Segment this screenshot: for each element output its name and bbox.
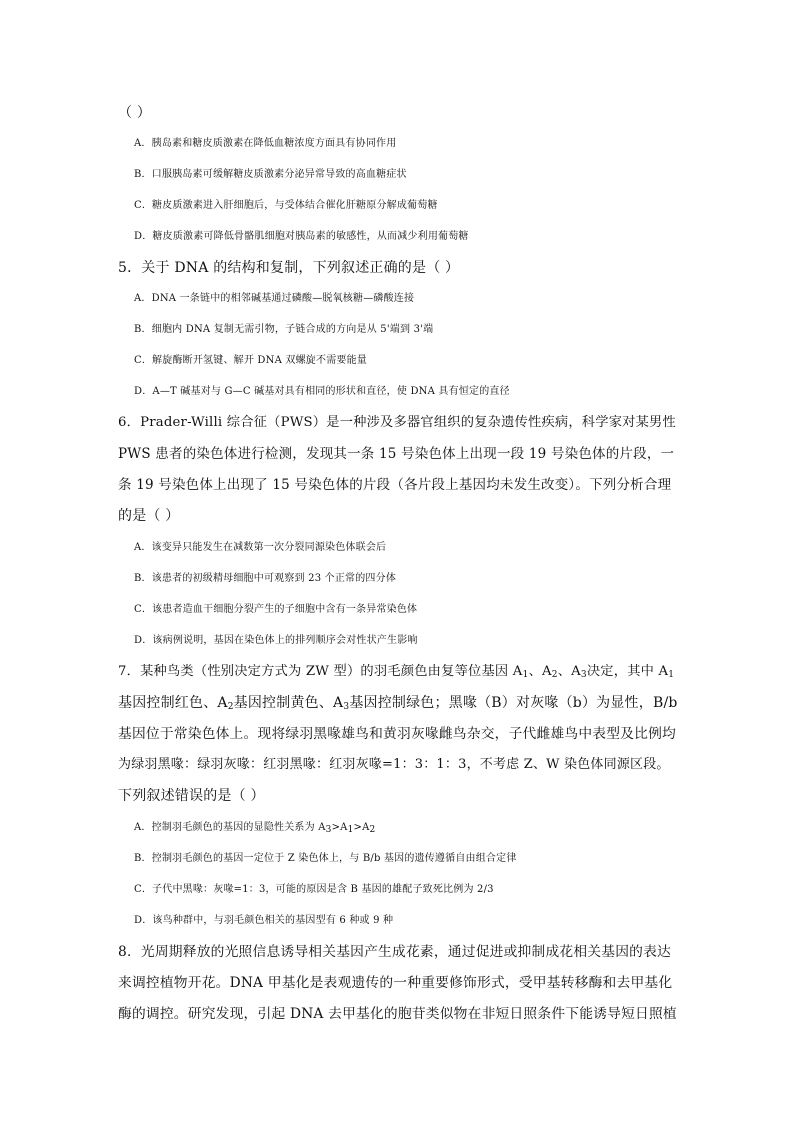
q7-stem-line-3: 基因位于常染色体上。现将绿羽黑喙雄鸟和黄羽灰喙雌鸟杂交，子代雌雄鸟中表型及比例均 bbox=[118, 726, 677, 742]
q7-sub: 1 bbox=[522, 670, 529, 680]
q7-sub: 1 bbox=[347, 825, 354, 835]
q6-stem-line-3: 条 19 号染色体上出现了 15 号染色体的片段（各片段上基因均未发生改变）。下列分析合理 bbox=[118, 477, 672, 493]
q7-sub: 3 bbox=[343, 702, 350, 712]
q7-stem-line-2 bbox=[118, 693, 678, 713]
q7-l1b: 、A bbox=[528, 664, 552, 679]
q7-sub: 2 bbox=[369, 825, 376, 835]
q6-option-b: B．该患者的初级精母细胞中可观察到 23 个正常的四分体 bbox=[134, 573, 397, 584]
q4-option-a: A．胰岛素和糖皮质激素在降低血糖浓度方面具有协同作用 bbox=[134, 138, 397, 149]
q4-stem-tail: （ ） bbox=[118, 105, 152, 121]
q4-option-c: C．糖皮质激素进入肝细胞后，与受体结合催化肝糖原分解成葡萄糖 bbox=[134, 200, 438, 211]
q6-stem-line-2: PWS 患者的染色体进行检测，发现其一条 15 号染色体上出现一段 19 号染色体的片段，一 bbox=[118, 446, 675, 462]
q7-option-c: C．子代中黑喙：灰喙=1：3，可能的原因是含 B 基因的雄配子致死比例为 2/3 bbox=[134, 884, 494, 895]
q6-stem-line-4: 的是（ ） bbox=[118, 508, 180, 524]
q7-l1a: 7．某种鸟类（性别决定方式为 ZW 型）的羽毛颜色由复等位基因 A bbox=[118, 664, 523, 679]
q7-oa-gt1: >A bbox=[331, 822, 348, 833]
q4-option-d: D．糖皮质激素可降低骨骼肌细胞对胰岛素的敏感性，从而减少利用葡萄糖 bbox=[134, 231, 469, 242]
q7-oa-gt2: >A bbox=[353, 822, 370, 833]
q5-option-c: C．解旋酶断开氢键、解开 DNA 双螺旋不需要能量 bbox=[134, 355, 367, 366]
q6-option-c: C．该患者造血干细胞分裂产生的子细胞中含有一条异常染色体 bbox=[134, 604, 418, 615]
q8-stem-line-3: 酶的调控。研究发现，引起 DNA 去甲基化的胞苷类似物在非短日照条件下能诱导短日照植 bbox=[118, 1006, 677, 1022]
q5-option-b: B．细胞内 DNA 复制无需引物，子链合成的方向是从 5'端到 3'端 bbox=[134, 324, 434, 335]
q6-option-a: A．该变异只能发生在减数第一次分裂同源染色体联会后 bbox=[134, 542, 387, 553]
q7-l2b: 基因控制黄色、A bbox=[233, 695, 344, 711]
q6-option-d: D．该病例说明，基因在染色体上的排列顺序会对性状产生影响 bbox=[134, 635, 418, 646]
q7-option-a bbox=[134, 818, 694, 838]
q7-oa-text: A．控制羽毛颜色的基因的显隐性关系为 A bbox=[134, 822, 326, 833]
q7-l2c: 基因控制绿色；黑喙（B）对灰喙（b）为显性，B/b bbox=[349, 695, 678, 711]
q5-option-a: A．DNA 一条链中的相邻碱基通过磷酸—脱氧核糖—磷酸连接 bbox=[134, 293, 415, 304]
q7-option-d: D．该鸟种群中，与羽毛颜色相关的基因型有 6 种或 9 种 bbox=[134, 915, 394, 926]
q7-sub: 2 bbox=[551, 670, 558, 680]
q6-stem-line-1: 6．Prader-Willi 综合征（PWS）是一种涉及多器官组织的复杂遗传性疾病，科学家对某男性 bbox=[118, 415, 676, 430]
q7-stem-line-1 bbox=[118, 662, 678, 682]
q4-option-b: B．口服胰岛素可缓解糖皮质激素分泌异常导致的高血糖症状 bbox=[134, 169, 407, 180]
q7-sub: 3 bbox=[580, 670, 587, 680]
q7-sub: 1 bbox=[668, 670, 675, 680]
q7-sub: 3 bbox=[325, 825, 332, 835]
q7-option-b: B．控制羽毛颜色的基因一定位于 Z 染色体上，与 B/b 基因的遗传遵循自由组合定律 bbox=[134, 853, 517, 864]
q7-l2a: 基因控制红色、A bbox=[118, 695, 228, 711]
q7-sub: 2 bbox=[227, 702, 234, 712]
q8-stem-line-1: 8．光周期释放的光照信息诱导相关基因产生成花素，通过促进或抑制成花相关基因的表达 bbox=[118, 944, 672, 960]
q8-stem-line-2: 来调控植物开花。DNA 甲基化是表观遗传的一种重要修饰形式，受甲基转移酶和去甲基化 bbox=[118, 975, 673, 991]
q7-l1d: 决定，其中 A bbox=[586, 664, 669, 679]
q5-option-d: D．A—T 碱基对与 G—C 碱基对具有相同的形状和直径，使 DNA 具有恒定的直径 bbox=[134, 386, 510, 397]
q7-stem-line-5: 下列叙述错误的是（ ） bbox=[118, 788, 265, 804]
q7-stem-line-4: 为绿羽黑喙：绿羽灰喙：红羽黑喙：红羽灰喙=1：3：1：3，不考虑 Z、W 染色体同源区段。 bbox=[118, 757, 670, 772]
q5-stem: 5．关于 DNA 的结构和复制，下列叙述正确的是（ ） bbox=[118, 260, 460, 276]
q7-l1c: 、A bbox=[557, 664, 581, 679]
